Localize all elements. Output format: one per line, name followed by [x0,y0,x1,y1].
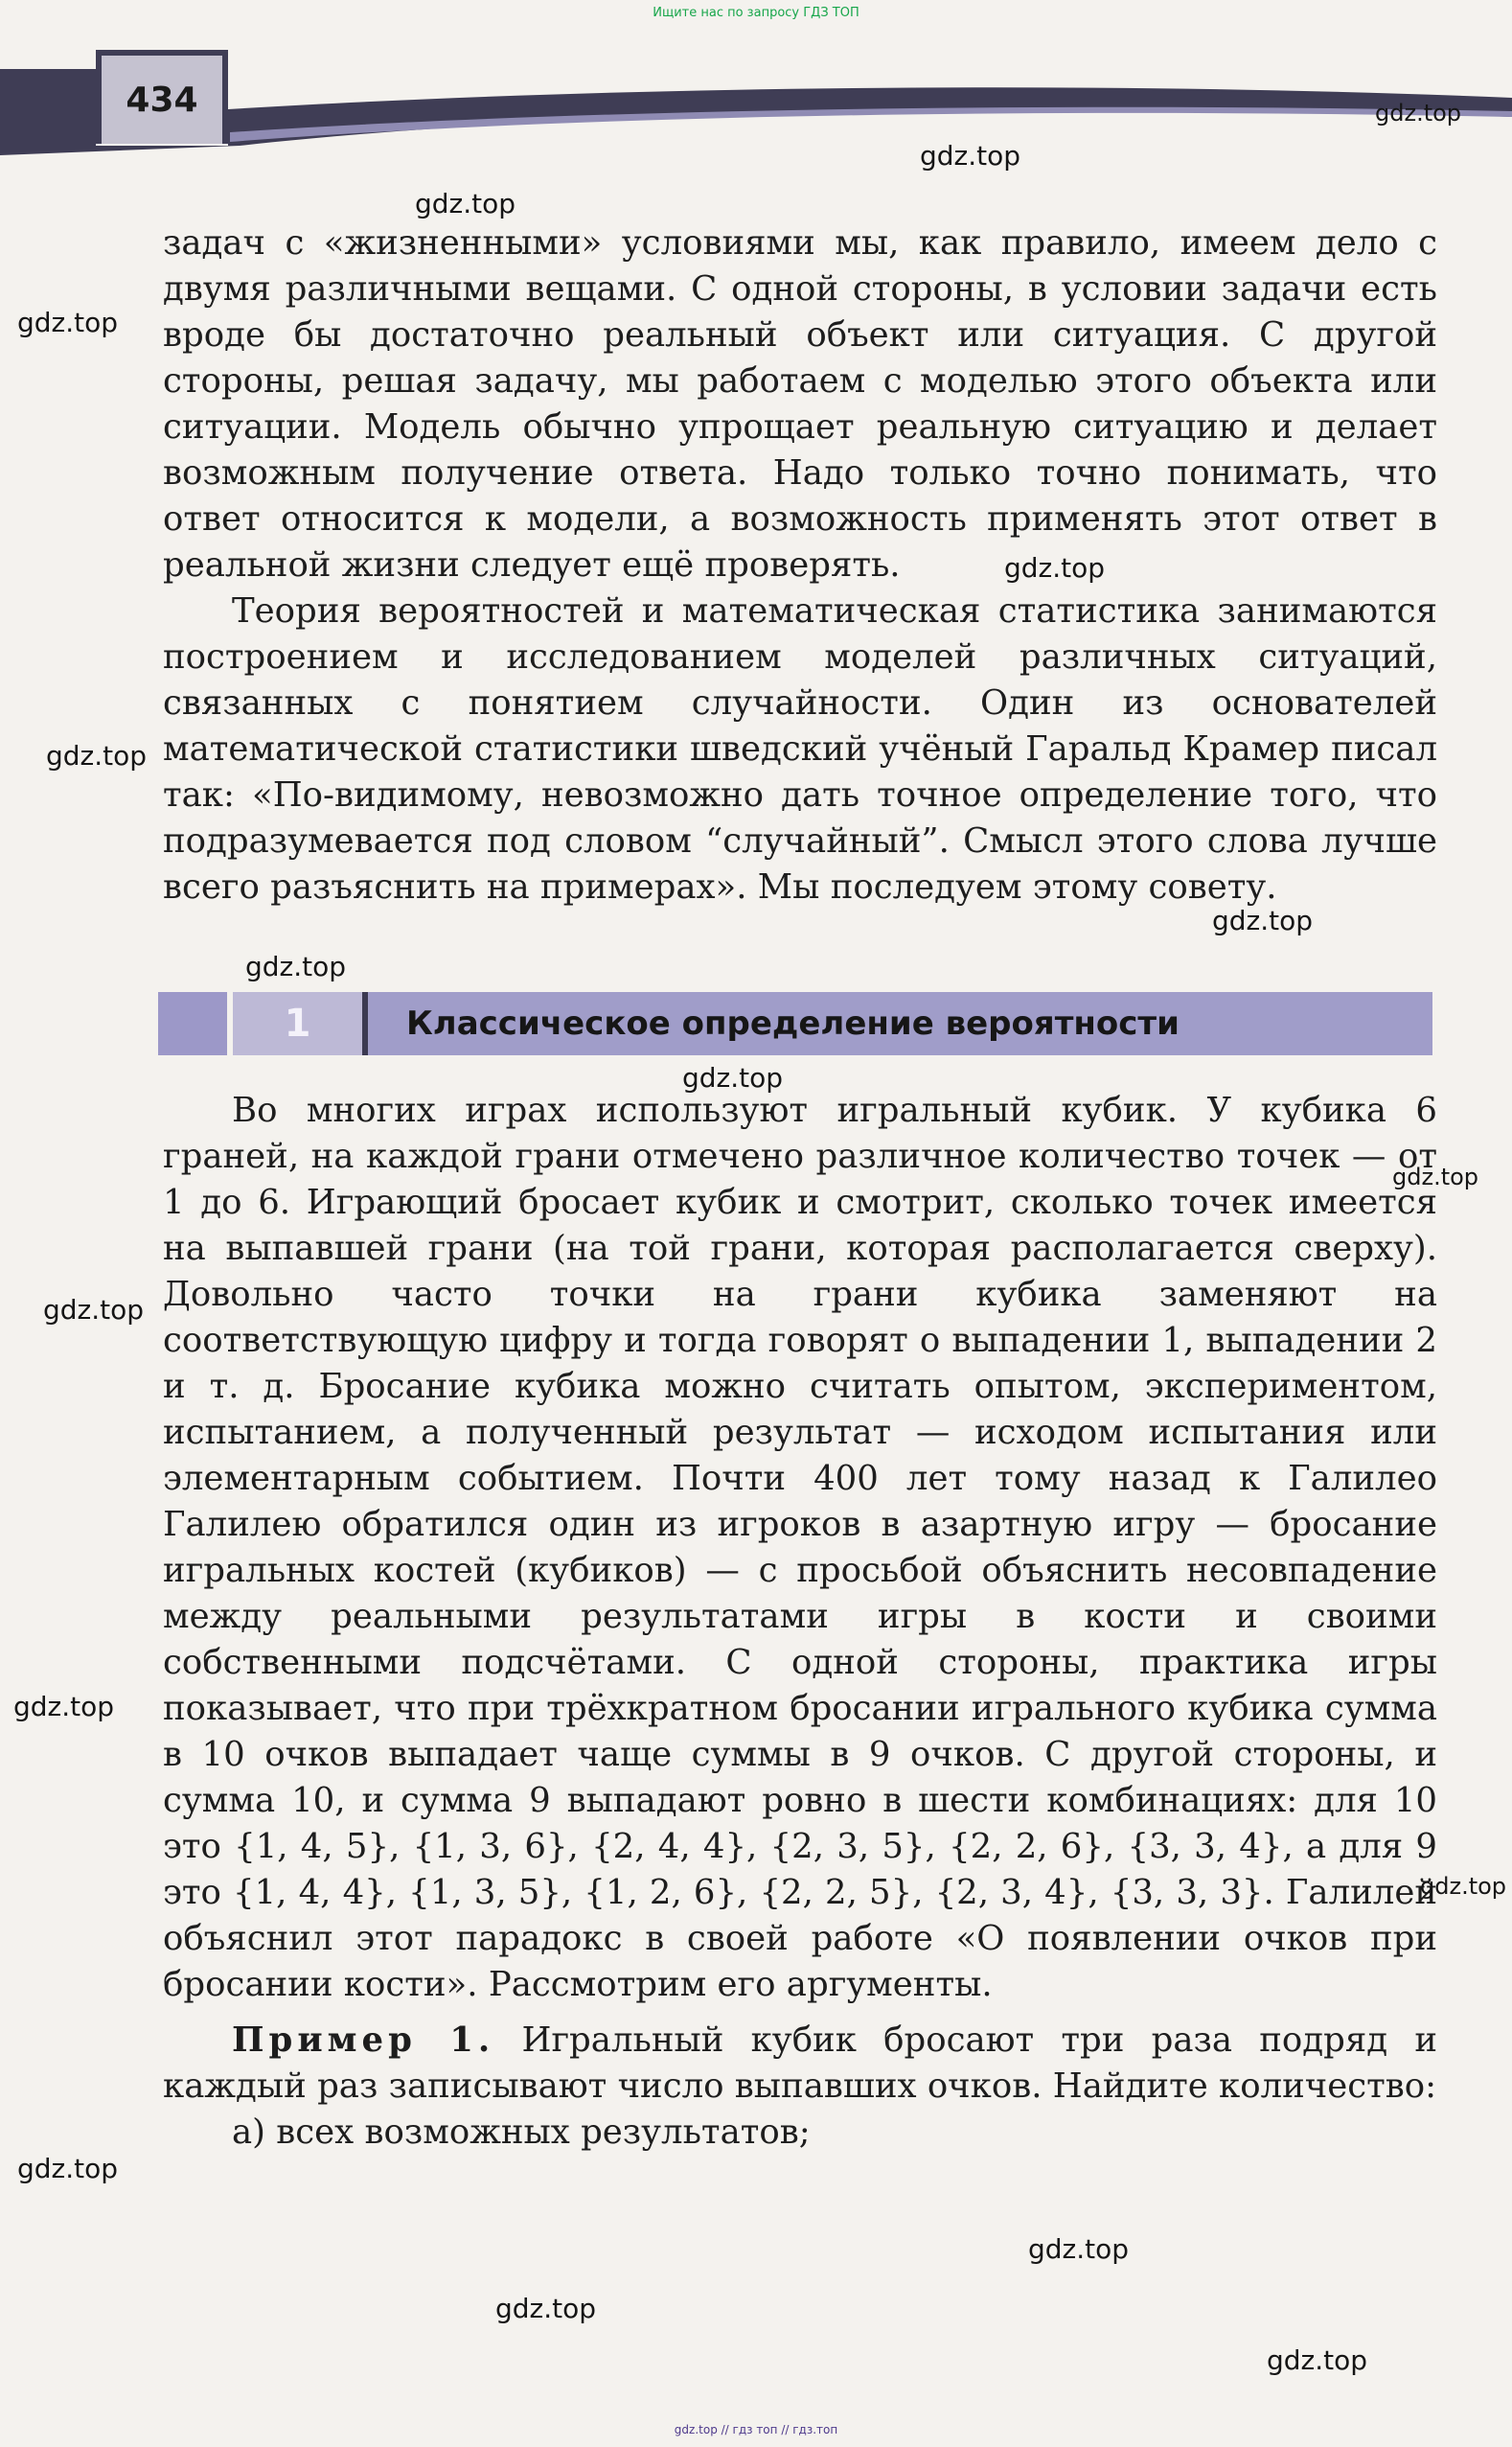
watermark[interactable]: gdz.top [1392,1164,1479,1190]
watermark[interactable]: gdz.top [1420,1873,1507,1900]
paragraph-1 [163,220,1437,589]
watermark[interactable]: gdz.top [17,307,119,338]
watermark[interactable]: gdz.top [245,951,347,982]
watermark[interactable]: gdz.top [682,1062,784,1094]
top-note[interactable]: Ищите нас по запросу ГДЗ ТОП [653,6,859,20]
watermark[interactable]: gdz.top [415,188,516,219]
watermark[interactable]: gdz.top [17,2153,119,2184]
section-number: 1 [233,992,362,1055]
intro-text [163,220,1437,911]
paragraph-3-text: Во многих играх используют игральный кубик. У кубика 6 граней, на каждой грани отмечено различное количество точек — от 1 до 6. Играющий бросает кубик и смотрит, сколько точек имеется на выпавшей грани (на той грани, которая располагается сверху). Довольно часто точки на грани кубика заменяют на соответствующую цифру и тогда говорят о выпадении 1, выпадении 2 и т. д. Бросание кубика можно считать опытом, экспериментом, испытанием, а полученный результат — исходом испытания или элементарным событием. Почти 400 лет тому назад к Галилео Галилею обратился один из игроков в азартную игру — бросание игральных костей (кубиков) — с просьбой объяснить несовпадение между реальными результатами игры в кости и своими собственными подсчётами. С одной стороны, практика игры показывает, что при трёхкратном бросании игрального кубика сумма в 10 очков выпадает чаще суммы в 9 очков. С другой стороны, и сумма 10, и сумма 9 выпадают ровно в шести комбинациях: для 10 это {1, 4, 5}, {1, 3, 6}, {2, 4, 4}, {2, 3, 5}, {2, 2, 6}, {3, 3, 4}, а для 9 это {1, 4, 4}, {1, 3, 5}, {1, 2, 6}, {2, 2, 5}, {2, 3, 4}, {3, 3, 3}. Галилей объяснил этот парадокс в своей работе «О появлении очков при бросании кости». Рассмотрим его аргументы. [163,1091,1437,2004]
watermark[interactable]: gdz.top [46,740,148,772]
main-text [163,1088,1437,2156]
example-item-a-text: а) всех возможных результатов; [232,2112,811,2152]
example-text: Игральный кубик бросают три раза подряд и каждый раз записывают число выпавших очков. Найдите количество: [163,2020,1437,2106]
section-title: Классическое определение вероятности [362,992,1432,1055]
example-label: Пример 1. [232,2020,495,2060]
example-paragraph [163,2018,1437,2110]
page-number: 434 [96,50,228,144]
example-item-a [163,2110,1437,2156]
watermark[interactable]: gdz.top [1375,100,1462,127]
watermark[interactable]: gdz.top [1267,2344,1368,2376]
watermark[interactable]: gdz.top [495,2293,597,2324]
watermark[interactable]: gdz.top [13,1691,115,1722]
section-bar-left [158,992,227,1055]
watermark[interactable]: gdz.top [1004,552,1106,584]
paragraph-2 [163,589,1437,911]
watermark[interactable]: gdz.top [920,140,1021,172]
watermark[interactable]: gdz.top [1028,2233,1130,2265]
section-heading [158,992,1432,1055]
bottom-note[interactable]: gdz.top // гдз топ // гдз.топ [674,2423,838,2436]
paragraph-2-text: Теория вероятностей и математическая статистика занимаются построением и исследованием моделей различных ситуаций, связанных с понятием случайности. Один из основателей математической статистики шведский учёный Гаральд Крамер писал так: «По-видимому, невозможно дать точное определение того, что подразумевается под словом “случайный”. Смысл этого слова лучше всего разъяснить на примерах». Мы последуем этому совету. [163,591,1437,907]
watermark[interactable]: gdz.top [1212,905,1314,936]
watermark[interactable]: gdz.top [43,1294,145,1326]
paragraph-3 [163,1088,1437,2008]
paragraph-1-text: задач с «жизненными» условиями мы, как правило, имеем дело с двумя различными вещами. С одной стороны, в условии задачи есть вроде бы достаточно реальный объект или ситуация. С другой стороны, решая задачу, мы работаем с моделью этого объекта или ситуации. Модель обычно упрощает реальную ситуацию и делает возможным получение ответа. Надо только точно понимать, что ответ относится к модели, а возможность применять этот ответ в реальной жизни следует ещё проверять. [163,223,1437,585]
